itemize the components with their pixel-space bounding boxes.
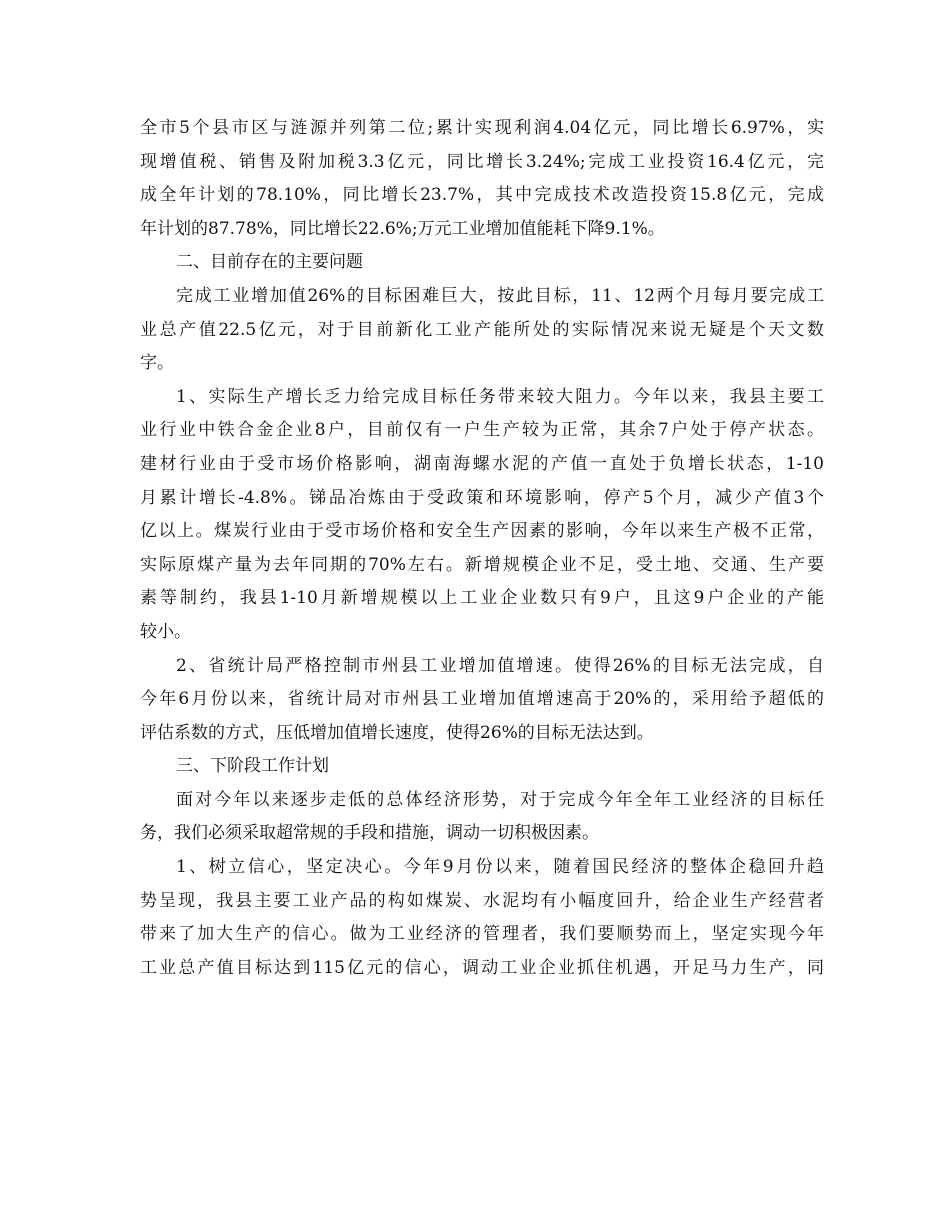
text-line: 亿以上。煤炭行业由于受市场价格和安全生产因素的影响，今年以来生产极不正常， [140, 521, 824, 542]
text-line: 较小。 [140, 621, 191, 642]
text-line: 全市5个县市区与涟源并列第二位;累计实现利润4.04亿元，同比增长6.97%，实 [140, 118, 824, 138]
text-line: 现增值税、销售及附加税3.3亿元，同比增长3.24%;完成工业投资16.4亿元，完 [140, 151, 824, 172]
text-line: 工业总产值目标达到115亿元的信心，调动工业企业抓住机遇，开足马力生产，同 [140, 957, 824, 978]
text-line: 1、实际生产增长乏力给完成目标任务带来较大阻力。今年以来，我县主要工 [176, 386, 824, 407]
text-line: 年计划的87.78%，同比增长22.6%;万元工业增加值能耗下降9.1%。 [140, 218, 665, 239]
text-line: 字。 [140, 353, 174, 374]
text-line: 2、省统计局严格控制市州县工业增加值增速。使得26%的目标无法完成，自 [176, 655, 824, 676]
text-line: 带来了加大生产的信心。做为工业经济的管理者，我们要顺势而上，坚定实现今年 [140, 924, 824, 945]
text-line: 1、树立信心，坚定决心。今年9月份以来，随着国民经济的整体企稳回升趋 [176, 857, 824, 878]
section-heading: 二、目前存在的主要问题 [176, 252, 363, 273]
text-line: 业总产值22.5亿元，对于目前新化工业产能所处的实际情况来说无疑是个天文数 [140, 319, 824, 340]
text-line: 势呈现，我县主要工业产品的构如煤炭、水泥均有小幅度回升，给企业生产经营者 [140, 890, 824, 911]
text-line: 今年6月份以来，省统计局对市州县工业增加值增速高于20%的，采用给予超低的 [140, 689, 824, 710]
document-body [140, 112, 824, 985]
text-line: 建材行业由于受市场价格影响，湖南海螺水泥的产值一直处于负增长状态，1-10 [140, 453, 824, 474]
text-line: 月累计增长-4.8%。锑品冶炼由于受政策和环境影响，停产5个月，减少产值3个 [140, 487, 824, 508]
text-line: 务，我们必须采取超常规的手段和措施，调动一切积极因素。 [140, 823, 599, 844]
text-line: 成全年计划的78.10%，同比增长23.7%，其中完成技术改造投资15.8亿元，完成 [140, 185, 824, 206]
text-line: 业行业中铁合金企业8户，目前仅有一户生产较为正常，其余7户处于停产状态。 [140, 420, 824, 441]
text-line: 实际原煤产量为去年同期的70%左右。新增规模企业不足，受土地、交通、生产要 [140, 554, 824, 575]
text-line: 完成工业增加值26%的目标困难巨大，按此目标，11、12两个月每月要完成工 [176, 285, 824, 306]
section-heading: 三、下阶段工作计划 [176, 756, 329, 777]
text-line: 素等制约，我县1-10月新增规模以上工业企业数只有9户，且这9户企业的产能 [140, 588, 824, 609]
text-line: 评估系数的方式，压低增加值增长速度，使得26%的目标无法达到。 [140, 722, 654, 743]
text-line: 面对今年以来逐步走低的总体经济形势，对于完成今年全年工业经济的目标任 [176, 789, 824, 810]
